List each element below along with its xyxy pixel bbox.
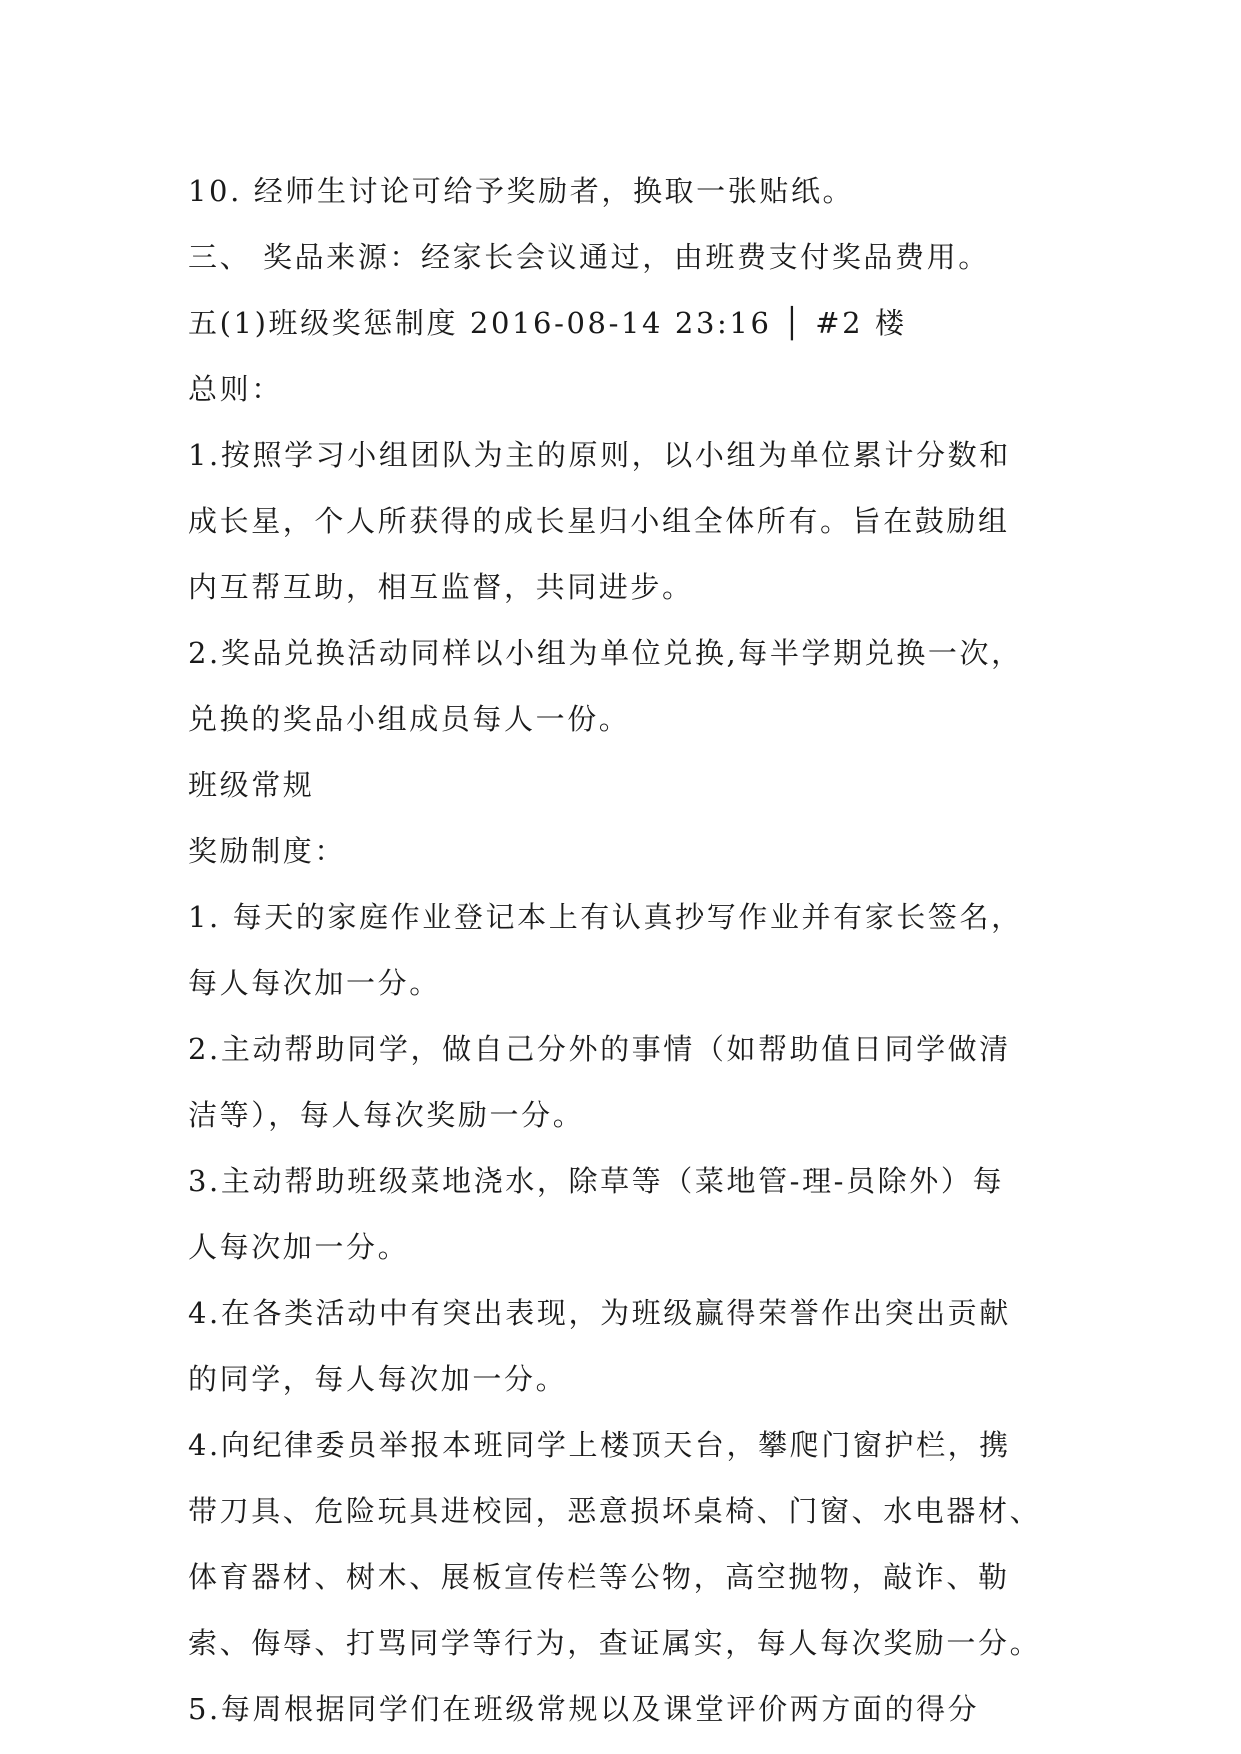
text-line: 1. 每天的家庭作业登记本上有认真抄写作业并有家长签名， <box>188 900 1023 934</box>
text-line: 人每次加一分。 <box>188 1230 410 1264</box>
section-heading: 奖励制度： <box>188 834 347 868</box>
text-line: 成长星，个人所获得的成长星归小组全体所有。旨在鼓励组 <box>188 504 1010 538</box>
text-line: 4.在各类活动中有突出表现，为班级赢得荣誉作出突出贡献 <box>188 1296 1011 1330</box>
section-heading: 总则： <box>188 372 283 406</box>
post-header-line: 五(1)班级奖惩制度 2016-08-14 23:16 │ #2 楼 <box>188 306 907 340</box>
document-body <box>188 158 1068 1742</box>
text-line: 内互帮互助，相互监督，共同进步。 <box>188 570 694 604</box>
text-line: 3.主动帮助班级菜地浇水，除草等（菜地管-理-员除外）每 <box>188 1164 1005 1198</box>
text-line: 的同学，每人每次加一分。 <box>188 1362 568 1396</box>
text-line: 洁等），每人每次奖励一分。 <box>188 1098 585 1132</box>
text-line: 三、 奖品来源：经家长会议通过，由班费支付奖品费用。 <box>188 240 990 274</box>
text-line: 2.主动帮助同学，做自己分外的事情（如帮助值日同学做清 <box>188 1032 1011 1066</box>
text-line: 体育器材、树木、展板宣传栏等公物，高空抛物，敲诈、勒 <box>188 1560 1010 1594</box>
text-line: 索、侮辱、打骂同学等行为，查证属实，每人每次奖励一分。 <box>188 1626 1042 1660</box>
text-line: 4.向纪律委员举报本班同学上楼顶天台，攀爬门窗护栏，携 <box>188 1428 1011 1462</box>
text-line: 每人每次加一分。 <box>188 966 441 1000</box>
text-line: 兑换的奖品小组成员每人一份。 <box>188 702 631 736</box>
text-line: 10. 经师生讨论可给予奖励者，换取一张贴纸。 <box>188 174 855 208</box>
text-line: 5.每周根据同学们在班级常规以及课堂评价两方面的得分 <box>188 1692 980 1726</box>
text-line: 2.奖品兑换活动同样以小组为单位兑换,每半学期兑换一次， <box>188 636 1023 670</box>
text-line: 带刀具、危险玩具进校园，恶意损坏桌椅、门窗、水电器材、 <box>188 1494 1042 1528</box>
section-heading: 班级常规 <box>188 768 315 802</box>
text-line: 1.按照学习小组团队为主的原则，以小组为单位累计分数和 <box>188 438 1011 472</box>
